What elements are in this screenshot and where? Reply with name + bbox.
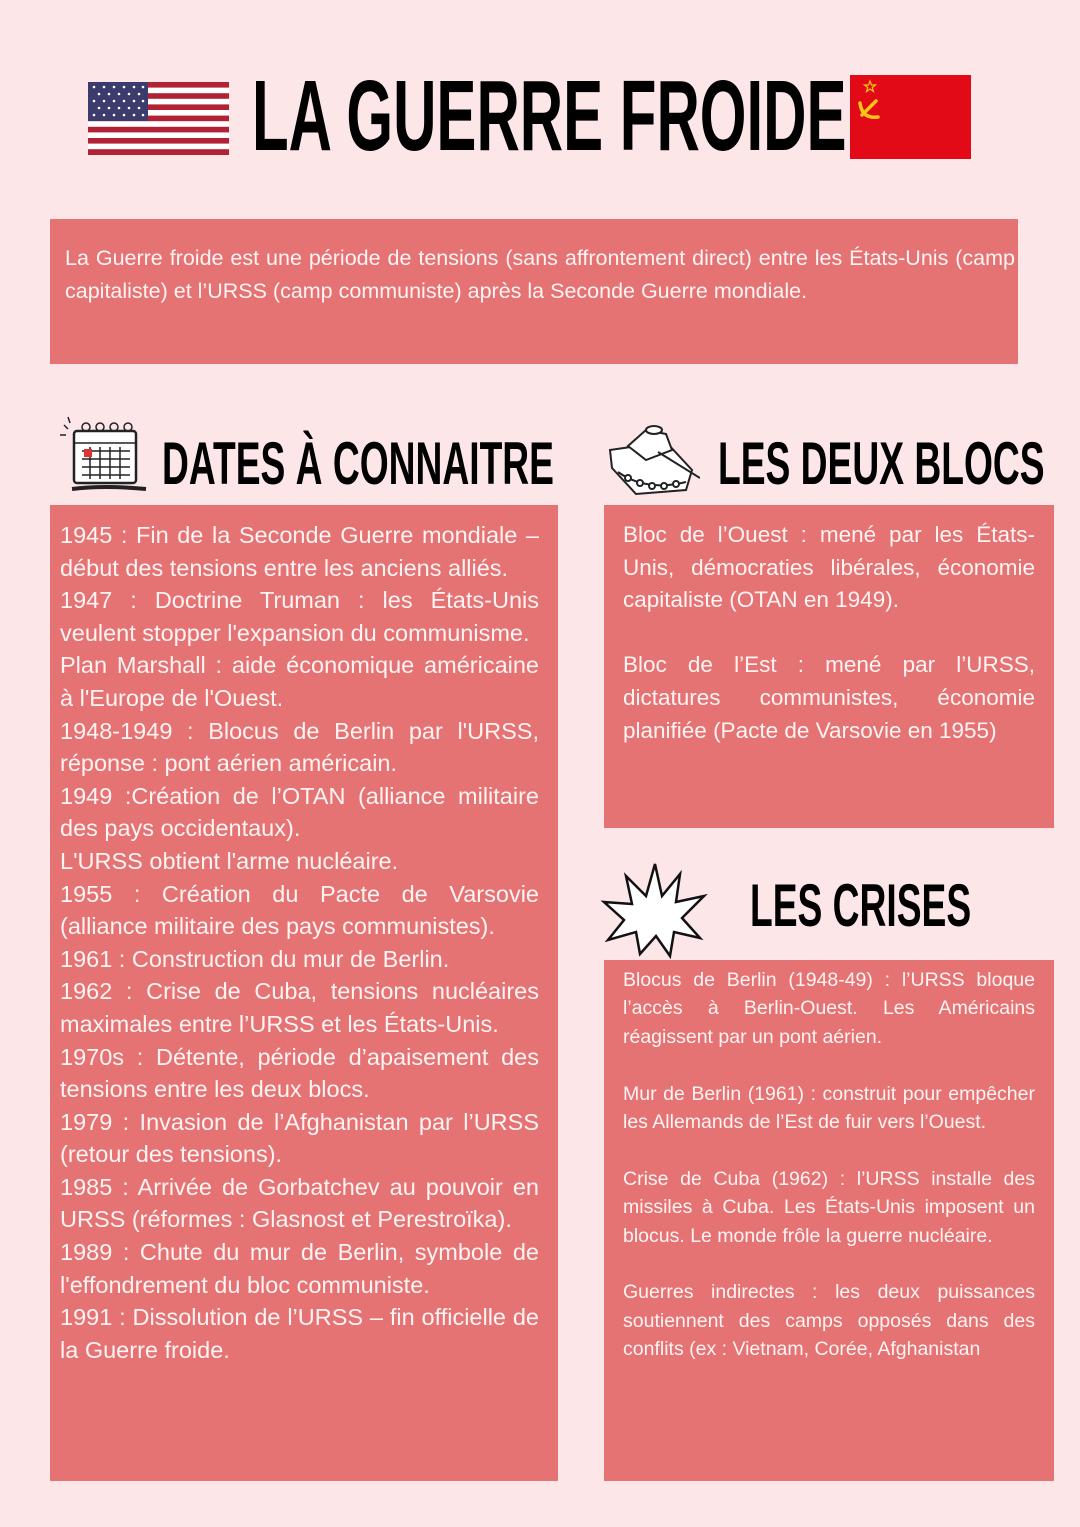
- date-item: 1991 : Dissolution de l’URSS – fin officielle de la Guerre froide.: [60, 1304, 539, 1363]
- date-item: 1979 : Invasion de l’Afghanistan par l’URSS (retour des tensions).: [60, 1108, 539, 1168]
- intro-box: [50, 219, 1018, 364]
- blocs-box: [604, 505, 1054, 828]
- crise-item: Mur de Berlin (1961) : construit pour empêcher les Allemands de l’Est de fuir vers l’Ouest.: [623, 1082, 1035, 1134]
- dates-box: [50, 505, 558, 1481]
- page-title: LA GUERRE FROIDE: [252, 60, 847, 172]
- date-item: L'URSS obtient l'arme nucléaire.: [60, 847, 399, 874]
- explosion-icon: [600, 860, 710, 960]
- crise-item: Crise de Cuba (1962) : l’URSS installe des missiles à Cuba. Les États-Unis imposent un blocus. Le monde frôle la guerre nucléaire.: [623, 1167, 1035, 1247]
- date-item: 1947 : Doctrine Truman : les États-Unis veulent stopper l'expansion du communisme.: [60, 587, 539, 646]
- ussr-flag-icon: [850, 75, 971, 159]
- crises-heading: LES CRISES: [750, 872, 972, 939]
- date-item: Plan Marshall : aide économique américaine à l'Europe de l'Ouest.: [60, 652, 539, 711]
- bloc-est: Bloc de l’Est : mené par l’URSS, dictatures communistes, économie planifiée (Pacte de Varsovie en 1955): [623, 652, 1035, 743]
- dates-heading: DATES À CONNAITRE: [162, 430, 554, 497]
- date-item: 1948-1949 : Blocus de Berlin par l'URSS, réponse : pont aérien américain.: [60, 717, 539, 777]
- date-item: 1955 : Création du Pacte de Varsovie (alliance militaire des pays communistes).: [60, 880, 539, 940]
- crise-item: Blocus de Berlin (1948-49) : l’URSS bloque l’accès à Berlin-Ouest. Les Américains réagissent par un pont aérien.: [623, 969, 1035, 1048]
- date-item: 1961 : Construction du mur de Berlin.: [60, 945, 450, 972]
- date-item: 1989 : Chute du mur de Berlin, symbole de l'effondrement du bloc communiste.: [60, 1239, 539, 1298]
- date-item: 1985 : Arrivée de Gorbatchev au pouvoir en URSS (réformes : Glasnost et Perestroïka).: [60, 1173, 539, 1233]
- crises-box: [604, 960, 1054, 1481]
- crise-item: Guerres indirectes : les deux puissances soutiennent des camps opposés dans des conflits (ex : Vietnam, Corée, Afghanistan: [623, 1281, 1035, 1361]
- date-item: 1945 : Fin de la Seconde Guerre mondiale – début des tensions entre les anciens alliés.: [60, 522, 539, 581]
- calendar-icon: [58, 415, 150, 497]
- blocs-heading: LES DEUX BLOCS: [718, 430, 1045, 497]
- intro-text: La Guerre froide est une période de tensions (sans affrontement direct) entre les États-Unis (camp capitaliste) et l’URSS (camp communiste) après la Seconde Guerre mondiale.: [65, 246, 1015, 303]
- date-item: 1970s : Détente, période d’apaisement des tensions entre les deux blocs.: [60, 1043, 539, 1103]
- tank-icon: [606, 420, 700, 498]
- bloc-ouest: Bloc de l’Ouest : mené par les États-Unis, démocraties libérales, économie capitaliste (OTAN en 1949).: [623, 522, 1035, 613]
- date-item: 1949 :Création de l’OTAN (alliance militaire des pays occidentaux).: [60, 782, 539, 842]
- date-item: 1962 : Crise de Cuba, tensions nucléaires maximales entre l’URSS et les États-Unis.: [60, 978, 539, 1037]
- us-flag-icon: [88, 82, 229, 155]
